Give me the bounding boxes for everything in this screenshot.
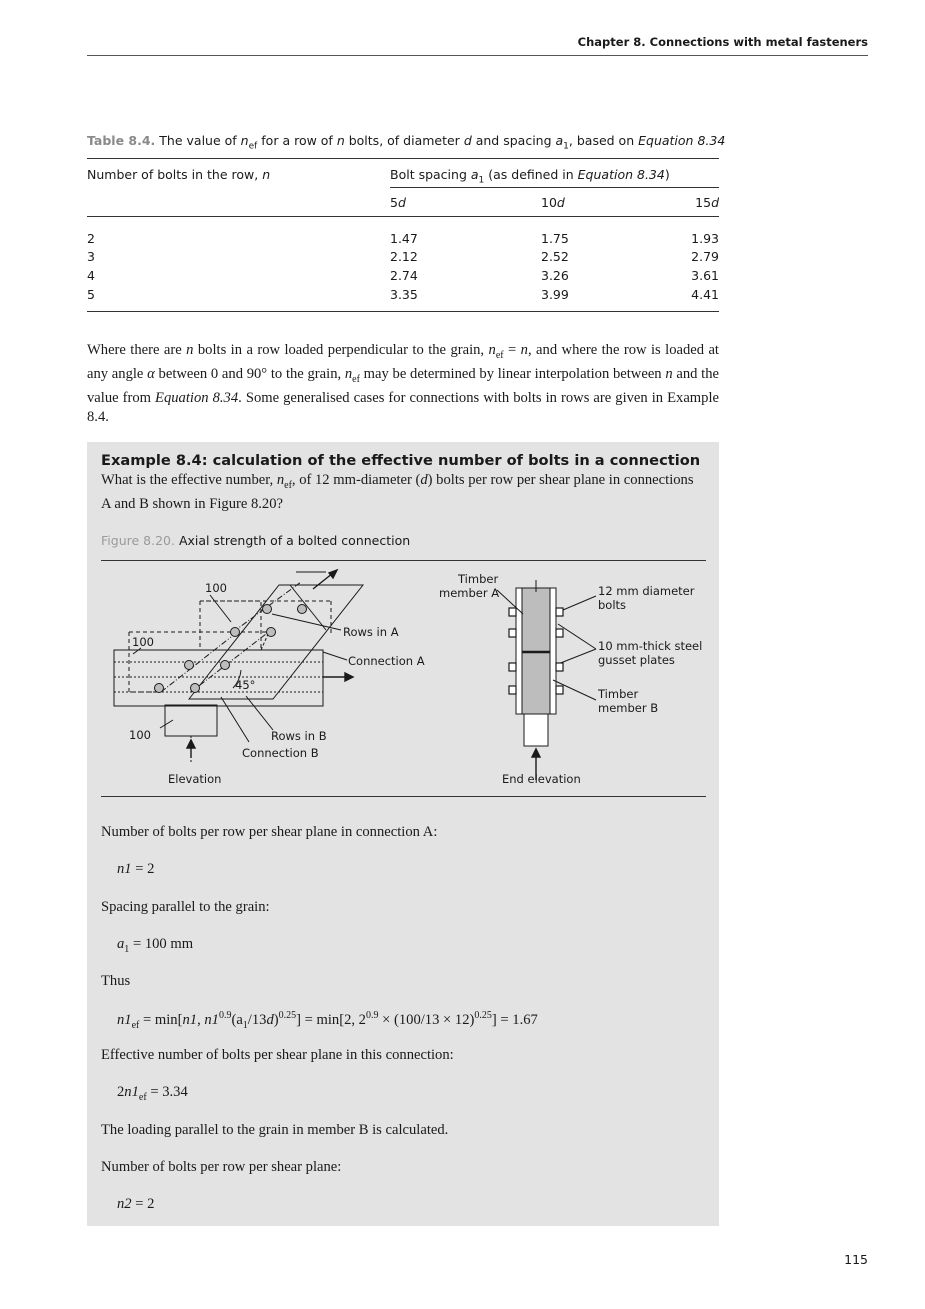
bolt-circle [267,628,276,637]
table-cell: 1.93 [691,231,719,246]
table-cell: 3.99 [541,287,569,302]
bolt-head [556,686,563,694]
dim-label: 100 [129,728,151,742]
timber-member-a [522,588,550,652]
example-question: What is the effective number, $n_{ef}$, of 12 mm-diameter (d) bolts per row per shear plane in connections A and B shown in Figure 8.20? [101,472,694,512]
table-label: Table 8.4. [87,133,156,148]
bolts-label: bolts [598,598,627,612]
gusset-plate-right [550,588,556,714]
timber-b-label: Timber [598,687,639,701]
table-cell: 4.41 [691,287,719,302]
bolted-connection-figure [101,562,706,796]
equation: $2n1_{ef} = 3.34$ [117,1084,188,1103]
figure-caption-text: Axial strength of a bolted connection [178,533,411,548]
body-paragraph: Where there are n bolts in a row loaded perpendicular to the grain, $n_{ef} = n$, and where the row is loaded at any angle α between 0 and 90° to the grain, $n_{ef}$ may be determined by linear interpolation between n and the value from Equation 8.34. Some generalised cases for connections with bolts in rows are given in Example 8.4. [87,342,719,425]
figure-label: Figure 8.20. [101,533,175,548]
bolt-head [509,686,516,694]
table-cell: 2.12 [390,249,418,264]
table-cell: 3.61 [691,268,719,283]
horizontal-member [114,650,323,706]
figure-caption [101,533,410,548]
bolt-head [509,608,516,616]
equation [117,861,154,878]
gusset-label: 10 mm-thick steel [598,639,703,653]
equation [117,1196,154,1213]
equation-value: 1.67 [512,1011,538,1028]
table-cell: 5 [87,287,95,302]
elevation-title: Elevation [168,772,222,786]
bolt-circle [298,605,307,614]
running-head: Chapter 8. Connections with metal fasteners [577,35,868,49]
end-elevation-title: End elevation [502,772,581,786]
step-text: Spacing parallel to the grain: [101,899,270,915]
equation-value: = 100 mm [129,936,194,952]
equation-value: = 2 [131,861,155,877]
step-text: Thus [101,973,131,989]
equation-symbol: n1 [117,861,132,877]
table-cell: 4 [87,268,95,283]
table-cell: 2 [87,231,95,246]
table-bottom-rule [87,311,719,312]
table-group-rule [390,187,719,188]
table-header-10d: 10d [541,195,565,210]
bolt-circle [221,661,230,670]
figure-bottom-rule [101,796,706,797]
table-header-rule [87,216,719,217]
table-cell: 3 [87,249,95,264]
timber-member-b [522,652,550,714]
bolt-head [556,629,563,637]
bolt-head [556,663,563,671]
bolt-head [509,629,516,637]
table-header-5d: 5d [390,195,406,210]
timber-a-label: Timber [458,572,499,586]
table-cell: 2.52 [541,249,569,264]
equation-symbol: n2 [117,1196,132,1212]
bottom-end-member [524,714,548,746]
table-header-n: Number of bolts in the row, n [87,167,271,182]
bolt-circle [231,628,240,637]
table-cell: 2.79 [691,249,719,264]
table-cell: 1.47 [390,231,418,246]
step-text: Number of bolts per row per shear plane: [101,1159,342,1175]
table-cell: 3.26 [541,268,569,283]
table-caption: Table 8.4. The value of $n_{ef}$ for a row of n bolts, of diameter d and spacing $a_1$, based on Equation 8.34 [87,133,726,152]
table-top-rule [87,158,719,159]
table-header-15d: 15d [695,195,719,210]
example-title: Example 8.4: calculation of the effective number of bolts in a connection [101,452,701,469]
gusset-label: gusset plates [598,653,675,667]
step-text: The loading parallel to the grain in member B is calculated. [101,1122,449,1138]
gusset-plate-left [516,588,522,714]
header-rule [87,55,868,56]
rows-a-label: Rows in A [343,625,399,639]
equation: $n1_{ef} = \min[n1$, $n1^{0.9}(a_1/13d)^{0.25}] = \min[2$, $2^{0.9} \times (100/13 \times 12)^{0.25}] = 1.67$ [117,1010,538,1031]
dim-label: 100 [205,581,227,595]
equation-value: = 2 [131,1196,155,1212]
table-cell: 3.35 [390,287,418,302]
bolt-circle [185,661,194,670]
rows-b-label: Rows in B [271,729,327,743]
angle-label: 45° [235,678,256,692]
page-number: 115 [844,1252,868,1267]
dim-label: 100 [132,635,154,649]
figure-top-rule [101,560,706,561]
timber-b-label: member B [598,701,659,715]
bolt-circle [263,605,272,614]
bolt-circle [191,684,200,693]
bolt-circle [155,684,164,693]
table-header-spacing: Bolt spacing $a_1$ (as defined in Equation 8.34) [390,167,670,186]
step-text: Number of bolts per row per shear plane in connection A: [101,824,438,840]
equation-part: = min[ [139,1011,183,1028]
bolts-label: 12 mm diameter [598,584,695,598]
equation-value: = 3.34 [146,1084,188,1100]
bolt-head [509,663,516,671]
table-cell: 2.74 [390,268,418,283]
timber-a-label: member A [439,586,500,600]
equation: $a_1 = 100$ mm [117,936,194,955]
connection-a-label: Connection A [348,654,425,668]
table-cell: 1.75 [541,231,569,246]
step-text: Effective number of bolts per shear plane in this connection: [101,1047,454,1063]
connection-b-label: Connection B [242,746,319,760]
bolt-head [556,608,563,616]
